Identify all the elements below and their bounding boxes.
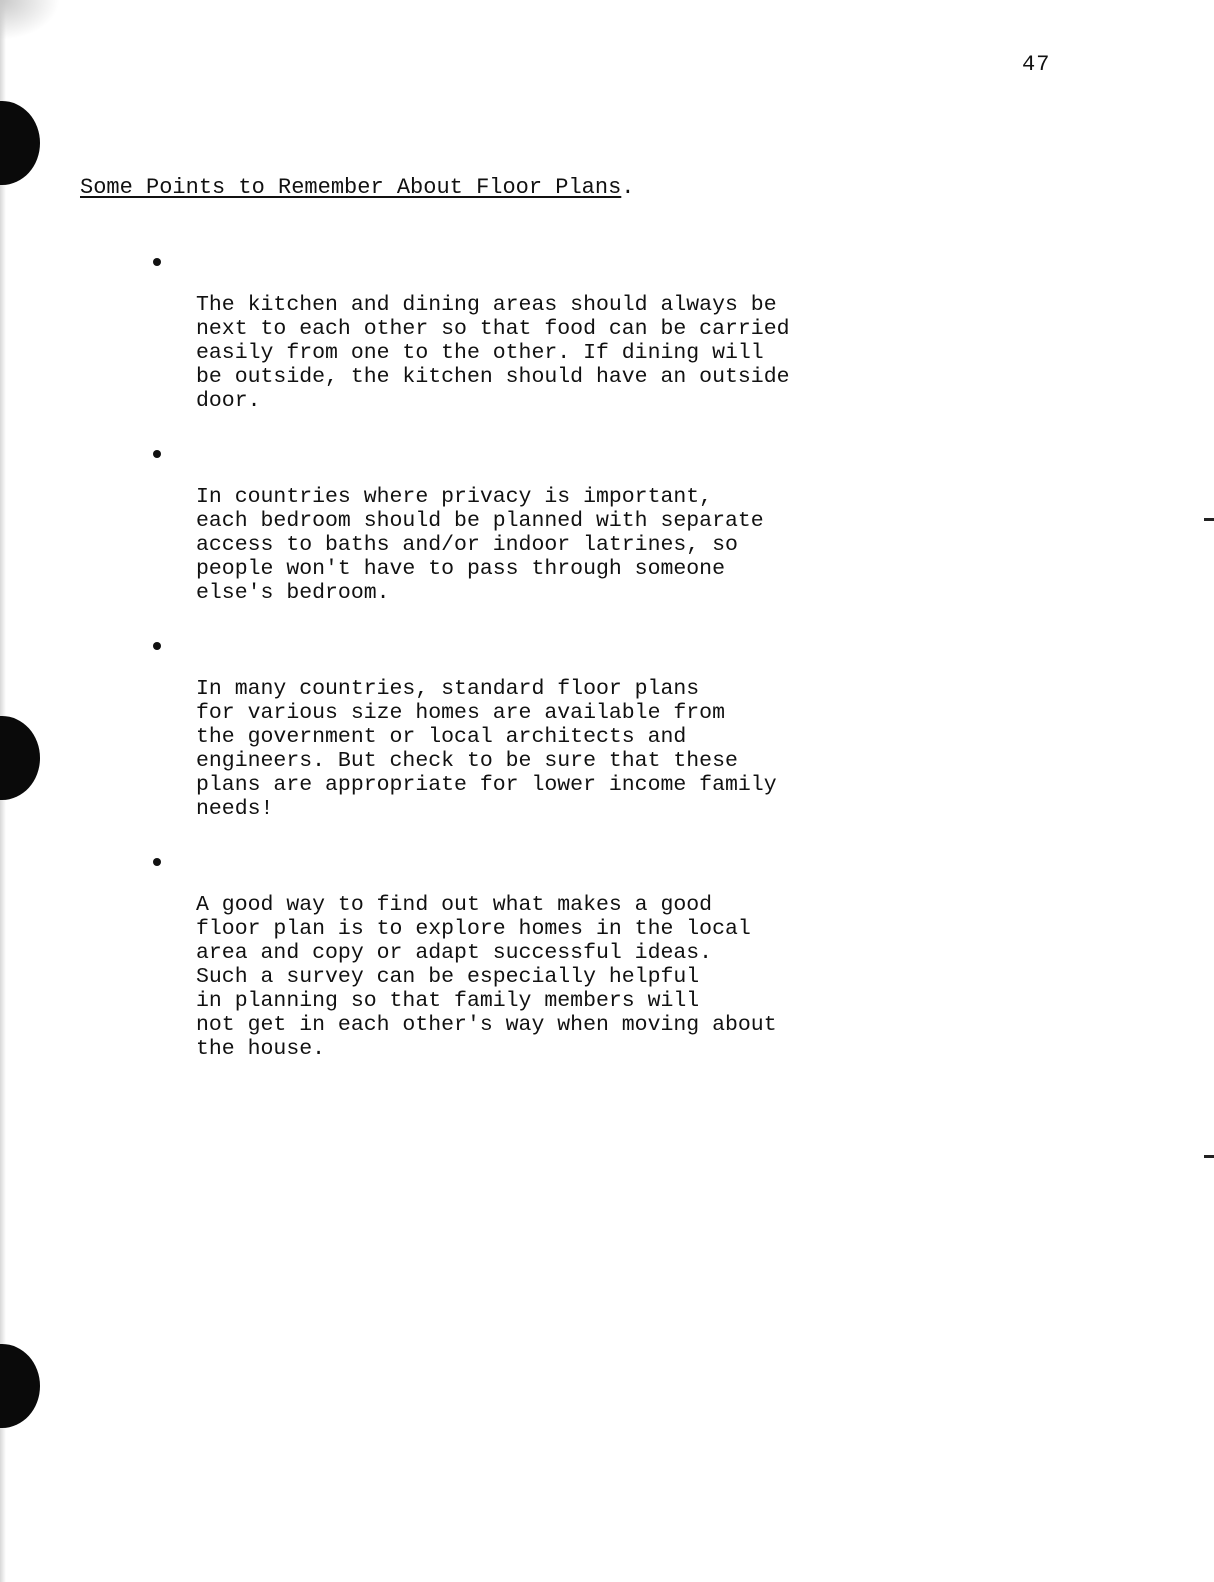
binder-hole-bottom [0,1344,40,1428]
section-heading [80,175,635,201]
bullet-icon [153,258,161,266]
list-item [150,437,870,605]
binder-hole-middle [0,716,40,800]
section-heading-period: . [621,175,635,200]
bullet-icon [153,858,161,866]
list-item [150,845,870,1061]
floor-plan-points-list [150,245,870,1085]
scan-corner-smudge [0,0,60,40]
list-item-text: In many countries, standard floor plans for various size homes are available from the government or local architects and engineers. But check to be sure that these plans are appropriate for lower income family needs! [196,677,777,821]
list-item-text: The kitchen and dining areas should always be next to each other so that food can be carried easily from one to the other. If dining will be outside, the kitchen should have an outside door. [196,293,790,413]
edge-mark [1204,1155,1214,1158]
page-right-edge [1204,0,1214,1582]
list-item-text: In countries where privacy is important, each bedroom should be planned with separate access to baths and/or indoor latrines, so people won't have to pass through someone else's bedroom. [196,485,764,605]
page-number: 47 [1022,52,1051,77]
list-item [150,245,870,413]
list-item-text: A good way to find out what makes a good floor plan is to explore homes in the local area and copy or adapt successful ideas. Such a survey can be especially helpful in planning so that family members will not get in each other's way when moving about the house. [196,893,777,1061]
bullet-icon [153,642,161,650]
bullet-icon [153,450,161,458]
section-heading-title: Some Points to Remember About Floor Plans [80,175,622,200]
edge-mark [1204,518,1214,521]
list-item [150,629,870,821]
binder-hole-top [0,101,40,185]
